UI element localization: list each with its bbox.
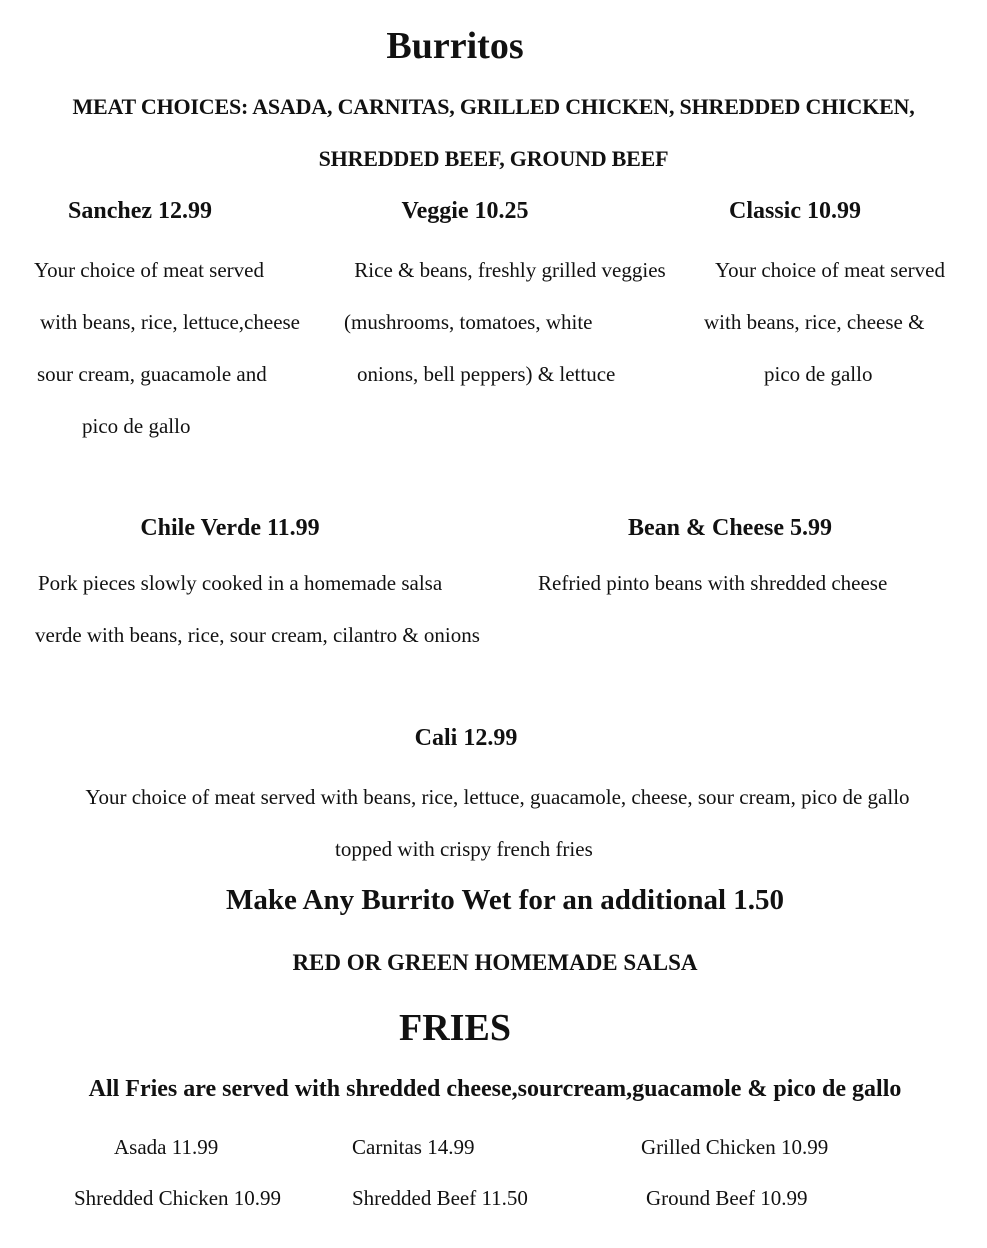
item-description-classic [700,244,960,400]
description-line: with beans, rice, lettuce,cheese [39,310,301,334]
fries-item-ground-beef: Ground Beef 10.99 [646,1186,808,1210]
fries-item-shredded-beef: Shredded Beef 11.50 [352,1186,528,1210]
item-description-veggie [340,244,680,400]
salsa-note: RED OR GREEN HOMEMADE SALSA [292,950,698,975]
section-title-burritos: Burritos [386,25,524,67]
fries-item-shredded-chicken: Shredded Chicken 10.99 [74,1186,282,1210]
description-line: Pork pieces slowly cooked in a homemade salsa [38,571,443,595]
description-line: topped with crispy french fries [335,837,593,861]
item-description-chile-verde [30,557,525,661]
item-name-sanchez: Sanchez 12.99 [68,198,212,224]
meat-choices-line-1: MEAT CHOICES: ASADA, CARNITAS, GRILLED CHICKEN, SHREDDED CHICKEN, [72,94,915,119]
description-line: verde with beans, rice, sour cream, cilantro & onions [35,623,480,647]
fries-item-grilled-chicken: Grilled Chicken 10.99 [641,1135,829,1159]
item-name-bean-and-cheese: Bean & Cheese 5.99 [628,515,832,541]
item-name-veggie: Veggie 10.25 [401,198,529,224]
item-name-cali: Cali 12.99 [414,725,518,751]
item-description-cali [0,771,987,875]
fries-item-asada: Asada 11.99 [114,1135,219,1159]
fries-item-carnitas: Carnitas 14.99 [352,1135,475,1159]
description-line: (mushrooms, tomatoes, white [344,310,593,334]
description-line: sour cream, guacamole and [37,362,267,386]
item-description-sanchez [20,244,320,452]
description-line: Your choice of meat served [34,258,264,282]
description-line: onions, bell peppers) & lettuce [357,362,616,386]
item-name-classic: Classic 10.99 [729,198,861,224]
section-title-fries: FRIES [399,1007,511,1049]
description-line: Refried pinto beans with shredded cheese [538,571,888,595]
description-line: Your choice of meat served [715,258,945,282]
description-line: pico de gallo [764,362,873,386]
item-description-bean-and-cheese [535,557,935,609]
wet-burrito-note: Make Any Burrito Wet for an additional 1.50 [225,884,785,916]
description-line: Rice & beans, freshly grilled veggies [354,258,666,282]
description-line: pico de gallo [82,414,191,438]
fries-note: All Fries are served with shredded cheese,sourcream,guacamole & pico de gallo [88,1076,902,1102]
description-line: with beans, rice, cheese & [704,310,925,334]
description-line: Your choice of meat served with beans, rice, lettuce, guacamole, cheese, sour cream, pico de gallo [85,785,910,809]
meat-choices-line-2: SHREDDED BEEF, GROUND BEEF [318,146,669,171]
item-name-chile-verde: Chile Verde 11.99 [140,515,320,541]
